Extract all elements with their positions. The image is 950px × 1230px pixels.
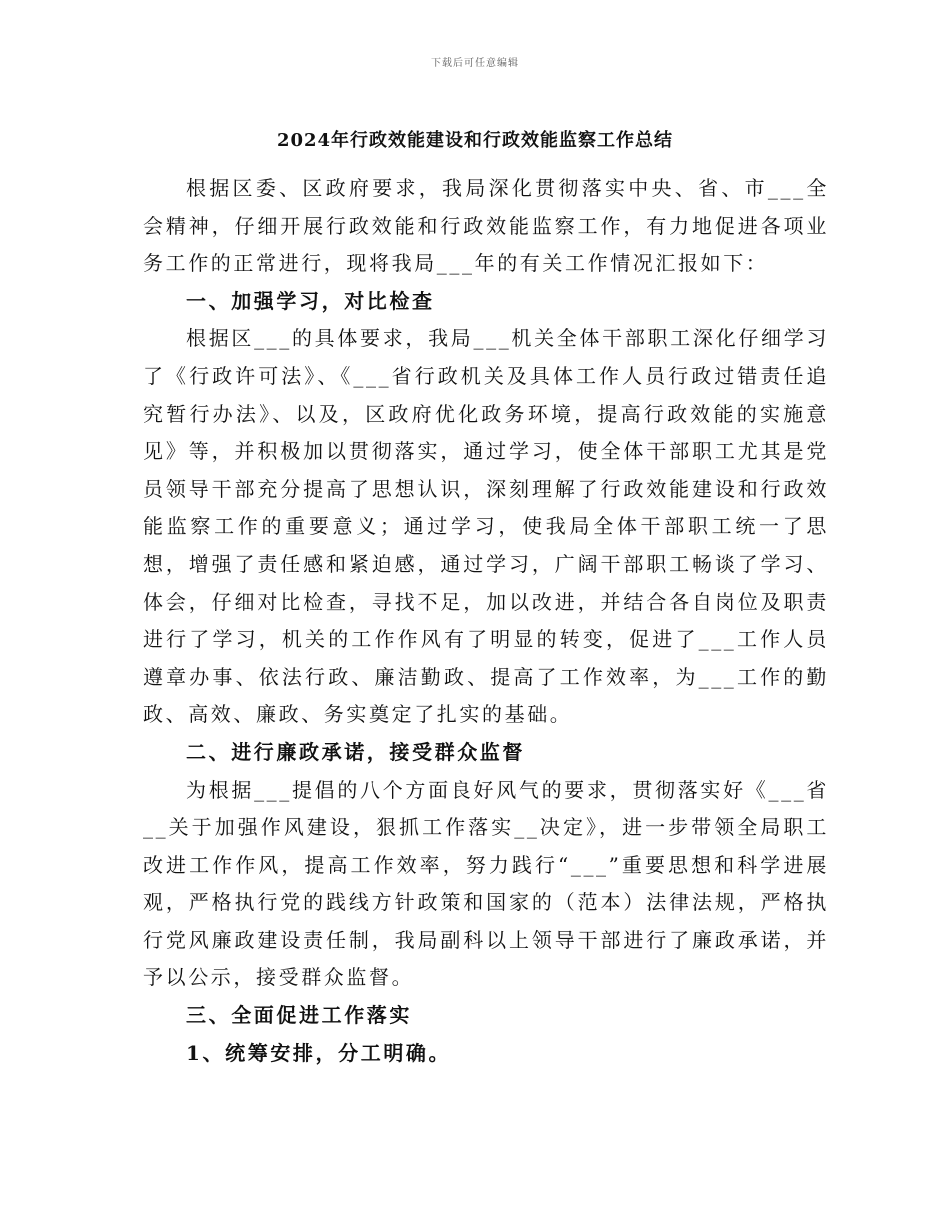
document-body bbox=[143, 170, 829, 1072]
document-title: 2024年行政效能建设和行政效能监察工作总结 bbox=[276, 130, 674, 151]
section-heading-1: 一、加强学习，对比检查 bbox=[186, 288, 435, 313]
section-heading-3: 三、全面促进工作落实 bbox=[186, 1003, 412, 1028]
intro-paragraph: 根据区委、区政府要求，我局深化贯彻落实中央、省、市___全会精神，仔细开展行政效能和行政效能监察工作，有力地促进各项业务工作的正常进行，现将我局___年的有关工作情况汇报如下： bbox=[143, 176, 829, 276]
header-note: 下载后可任意编辑 bbox=[431, 58, 519, 69]
section-1-paragraph: 根据区___的具体要求，我局___机关全体干部职工深化仔细学习了《行政许可法》、《___省行政机关及具体工作人员行政过错责任追究暂行办法》、以及，区政府优化政务环境，提高行政效能的实施意见》等，并积极加以贯彻落实，通过学习，使全体干部职工尤其是党员领导干部充分提高了思想认识，深刻理解了行政效能建设和行政效能监察工作的重要意义；通过学习，使我局全体干部职工统一了思想，增强了责任感和紧迫感，通过学习，广阔干部职工畅谈了学习、体会，仔细对比检查，寻找不足，加以改进，并结合各自岗位及职责进行了学习，机关的工作作风有了明显的转变，促进了___工作人员遵章办事、依法行政、廉洁勤政、提高了工作效率，为___工作的勤政、高效、廉政、务实奠定了扎实的基础。 bbox=[143, 326, 829, 727]
section-2-paragraph: 为根据___提倡的八个方面良好风气的要求，贯彻落实好《___省__关于加强作风建设，狠抓工作落实__决定》，进一步带领全局职工改进工作作风，提高工作效率，努力践行“___”重要思想和科学进展观，严格执行党的践线方针政策和国家的（范本）法律法规，严格执行党风廉政建设责任制，我局副科以上领导干部进行了廉政承诺，并予以公示，接受群众监督。 bbox=[143, 777, 829, 990]
section-heading-2: 二、进行廉政承诺，接受群众监督 bbox=[186, 739, 525, 764]
subsection-heading-3-1: 1、统筹安排，分工明确。 bbox=[186, 1040, 452, 1065]
